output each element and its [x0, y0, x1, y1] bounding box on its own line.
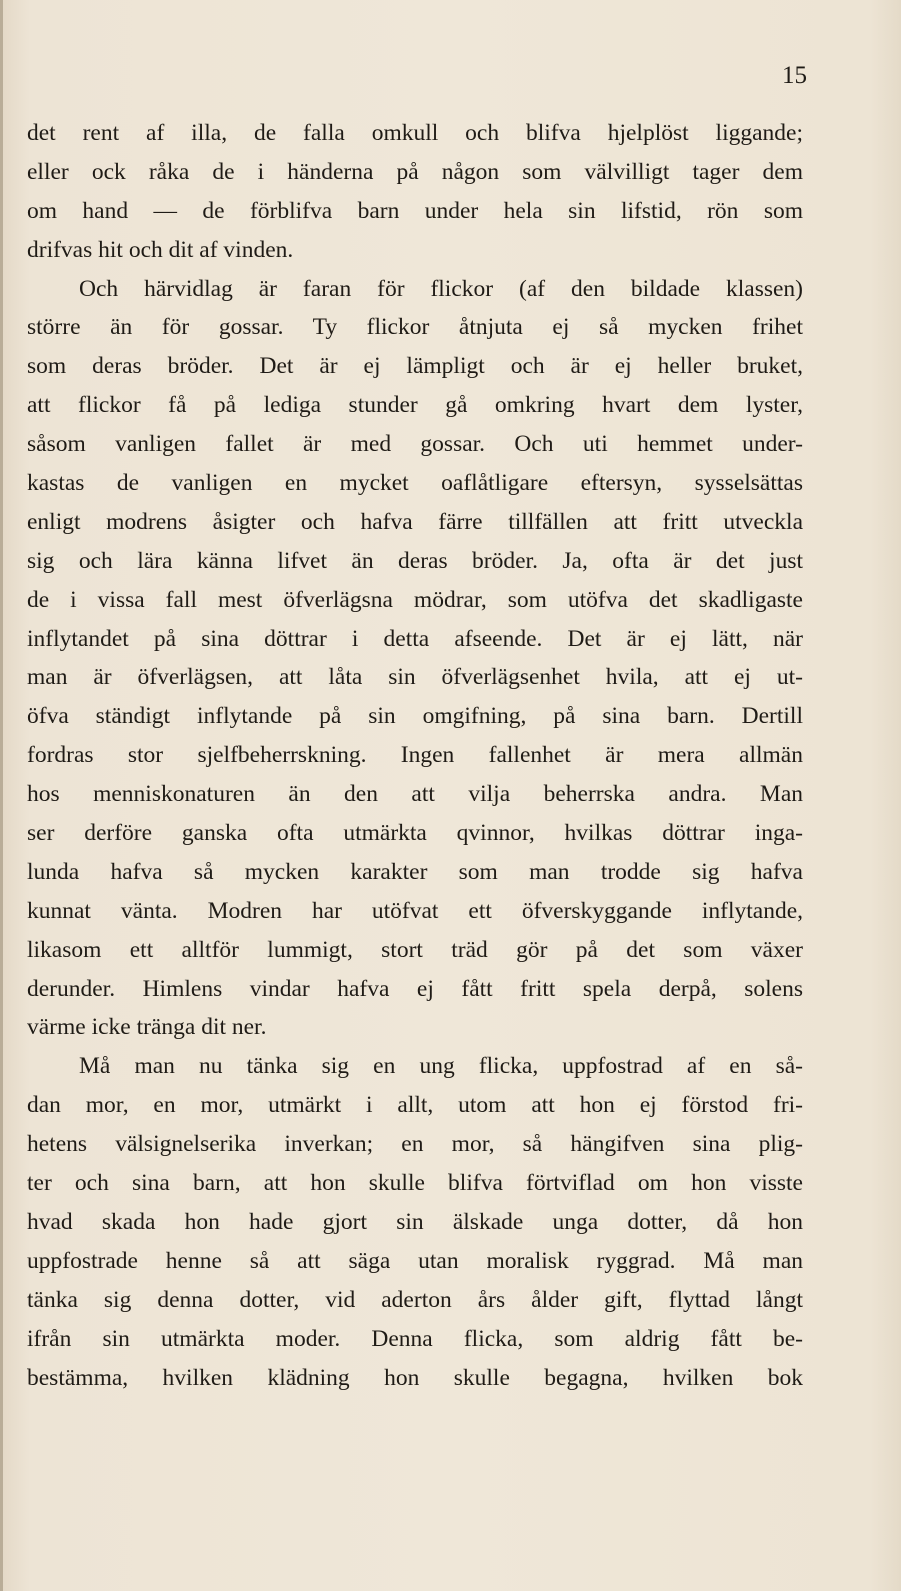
- text-line: större än för gossar. Ty flickor åtnjuta ej så mycken frihet: [27, 314, 803, 341]
- text-line: hetens välsignelserika inverkan; en mor, så hängifven sina plig-: [27, 1131, 803, 1158]
- text-line: man är öfverlägsen, att låta sin öfverlägsenhet hvila, att ej ut-: [27, 664, 803, 691]
- text-line: att flickor få på lediga stunder gå omkring hvart dem lyster,: [27, 392, 803, 419]
- text-line: kunnat vänta. Modren har utöfvat ett öfverskyggande inflytande,: [27, 897, 803, 924]
- text-line: derunder. Himlens vindar hafva ej fått fritt spela derpå, solens: [27, 975, 803, 1002]
- text-line: såsom vanligen fallet är med gossar. Och uti hemmet under-: [27, 431, 803, 458]
- text-line: drifvas hit och dit af vinden.: [27, 236, 294, 263]
- text-line: öfva ständigt inflytande på sin omgifning, på sina barn. Dertill: [27, 703, 803, 730]
- text-line: dan mor, en mor, utmärkt i allt, utom att hon ej förstod fri-: [27, 1092, 803, 1119]
- text-line: ter och sina barn, att hon skulle blifva förtviflad om hon visste: [27, 1170, 803, 1197]
- text-line: om hand — de förblifva barn under hela sin lifstid, rön som: [27, 197, 803, 224]
- text-line: bestämma, hvilken klädning hon skulle begagna, hvilken bok: [27, 1364, 803, 1391]
- text-line: tänka sig denna dotter, vid aderton års ålder gift, flyttad långt: [27, 1286, 803, 1313]
- text-line: Må man nu tänka sig en ung flicka, uppfostrad af en så-: [79, 1053, 803, 1080]
- text-line: värme icke tränga dit ner.: [27, 1014, 267, 1041]
- text-line: kastas de vanligen en mycket oaflåtligare eftersyn, sysselsättas: [27, 470, 803, 497]
- text-line: ser derföre ganska ofta utmärkta qvinnor, hvilkas döttrar inga-: [27, 820, 803, 847]
- page-edge: [0, 0, 3, 1591]
- text-line: likasom ett alltför lummigt, stort träd gör på det som växer: [27, 936, 803, 963]
- text-line: ifrån sin utmärkta moder. Denna flicka, som aldrig fått be-: [27, 1325, 803, 1352]
- text-line: uppfostrade henne så att säga utan moralisk ryggrad. Må man: [27, 1247, 803, 1274]
- text-line: eller ock råka de i händerna på någon som välvilligt tager dem: [27, 158, 803, 185]
- text-line: hos menniskonaturen än den att vilja beherrska andra. Man: [27, 781, 803, 808]
- text-line: fordras stor sjelfbeherrskning. Ingen fallenhet är mera allmän: [27, 742, 803, 769]
- text-line: sig och lära känna lifvet än deras bröder. Ja, ofta är det just: [27, 547, 803, 574]
- text-line: lunda hafva så mycken karakter som man trodde sig hafva: [27, 858, 803, 885]
- text-line: de i vissa fall mest öfverlägsna mödrar, som utöfva det skadligaste: [27, 586, 803, 613]
- text-line: hvad skada hon hade gjort sin älskade unga dotter, då hon: [27, 1208, 803, 1235]
- text-line: det rent af illa, de falla omkull och blifva hjelplöst liggande;: [27, 120, 803, 146]
- body-text: [27, 114, 803, 1397]
- text-line: Och härvidlag är faran för flickor (af den bildade klassen): [79, 275, 803, 302]
- page-number: 15: [782, 62, 807, 89]
- text-line: enligt modrens åsigter och hafva färre tillfällen att fritt utveckla: [27, 508, 803, 535]
- text-line: som deras bröder. Det är ej lämpligt och är ej heller bruket,: [27, 353, 803, 380]
- text-line: inflytandet på sina döttrar i detta afseende. Det är ej lätt, när: [27, 625, 803, 652]
